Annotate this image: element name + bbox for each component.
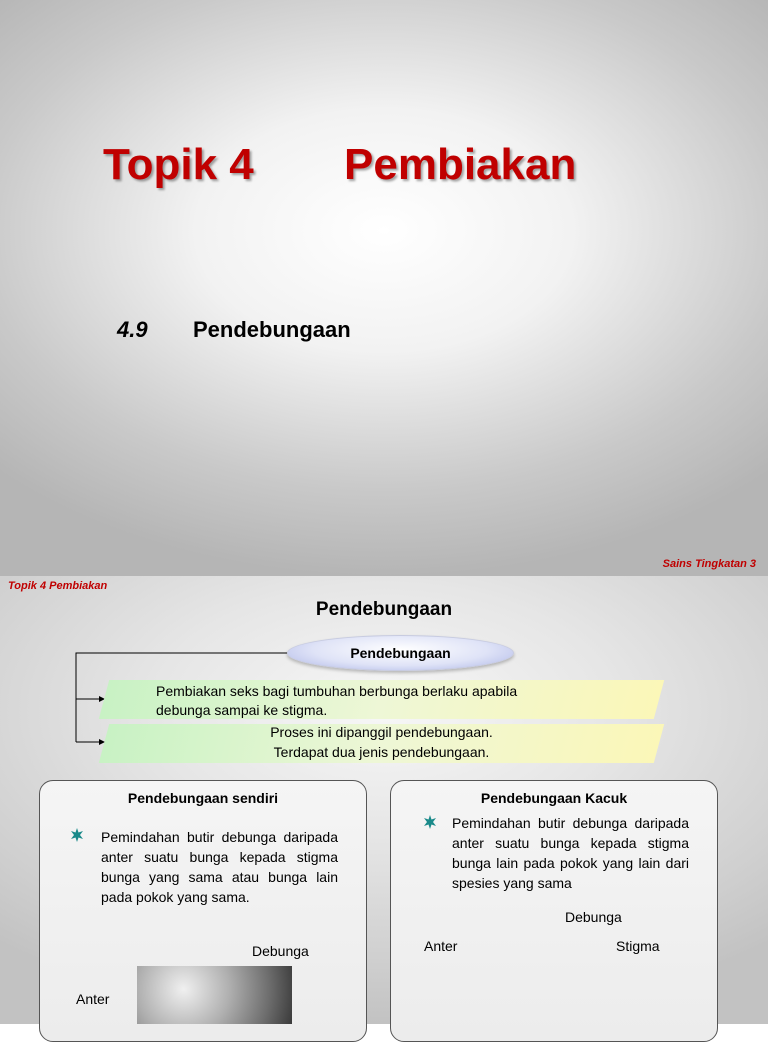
section-number: 4.9	[117, 317, 148, 342]
section-title: Pendebungaan	[193, 317, 351, 342]
content-slide	[0, 576, 768, 1024]
cross-pollination-text: Pemindahan butir debunga daripada anter suatu bunga kepada stigma bunga lain pada pokok yang lain dari spesies yang sama	[452, 815, 689, 891]
topic-number-title: Topik 4	[103, 140, 254, 189]
label-anter-left: Anter	[76, 991, 110, 1007]
process-line-2: Terdapat dua jenis pendebungaan.	[273, 744, 490, 760]
label-debunga-left: Debunga	[252, 943, 309, 959]
starburst-bullet-icon	[423, 815, 437, 829]
definition-line-2: debunga sampai ke stigma.	[156, 702, 328, 718]
self-pollination-text: Pemindahan butir debunga daripada anter suatu bunga kepada stigma bunga yang sama atau bunga lain pada pokok yang sama.	[101, 829, 338, 905]
lily-flower-photo	[137, 966, 292, 1024]
label-anter-right: Anter	[424, 938, 458, 954]
starburst-bullet-icon	[70, 828, 84, 842]
topic-header: Topik 4 Pembiakan	[8, 580, 108, 592]
slide-title: Pendebungaan	[315, 599, 453, 620]
oval-label: Pendebungaan	[350, 645, 451, 661]
label-stigma-right: Stigma	[616, 938, 660, 954]
cross-pollination-panel	[390, 780, 718, 1042]
label-debunga-right: Debunga	[565, 909, 622, 925]
pendebungaan-oval	[287, 635, 514, 671]
course-footer: Sains Tingkatan 3	[662, 558, 756, 570]
topic-name-title: Pembiakan	[344, 140, 577, 189]
definition-line-1: Pembiakan seks bagi tumbuhan berbunga berlaku apabila	[156, 683, 518, 699]
process-line-1: Proses ini dipanggil pendebungaan.	[270, 724, 493, 740]
cross-pollination-title: Pendebungaan Kacuk	[480, 790, 628, 806]
self-pollination-title: Pendebungaan sendiri	[127, 790, 279, 806]
